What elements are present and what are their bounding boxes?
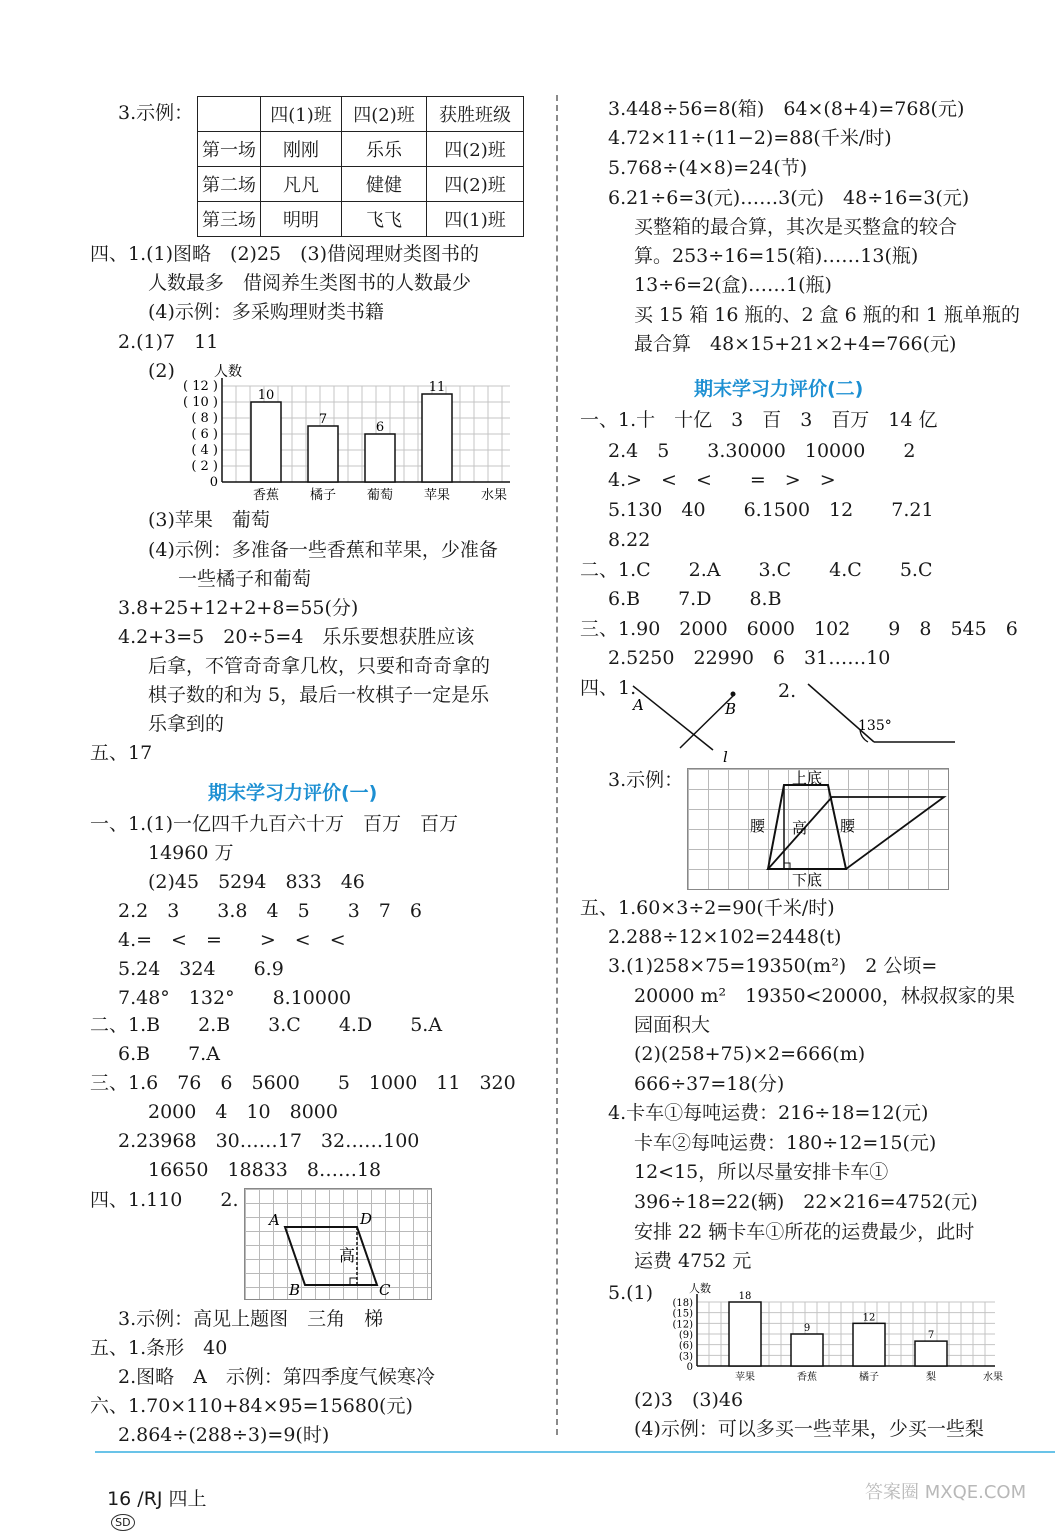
q4-prefix: 四、1. (580, 677, 637, 699)
table-cell: 四(2)班 (427, 132, 524, 167)
text-line: 安排 22 辆卡车①所花的运费最少，此时 (634, 1221, 975, 1243)
y-tick-label: ( 10 ) (183, 395, 218, 410)
bar-value-label: 7 (927, 1330, 935, 1342)
parallelogram-grid (244, 1188, 432, 1300)
table-cell: 获胜班级 (427, 97, 524, 132)
text-line: 3.8+25+12+2+8=55(分) (118, 597, 359, 619)
text-line: 7.48° 132° 8.10000 (118, 987, 352, 1009)
table-cell: 飞飞 (342, 202, 427, 237)
text-line: 4.= < = > < < (118, 929, 346, 951)
table-cell: 明明 (261, 202, 342, 237)
text-line: 棋子数的和为 5，最后一枚棋子一定是乐 (148, 684, 490, 706)
chart1-prefix: (2) (148, 360, 175, 382)
text-line: 二、1.C 2.A 3.C 4.C 5.C (580, 559, 933, 581)
text-line: (2)45 5294 833 46 (148, 871, 365, 893)
text-line: 4.72×11÷(11−2)=88(千米/时) (608, 127, 892, 149)
intersecting-lines-figure (625, 680, 745, 765)
parallelogram-shape (285, 1227, 377, 1285)
text-line: 2.864÷(288÷3)=9(时) (118, 1424, 330, 1446)
table-cell: 刚刚 (261, 132, 342, 167)
line-a (633, 686, 713, 750)
y-tick-label: (6) (678, 1340, 693, 1352)
bar (365, 434, 395, 482)
table-cell: 四(1)班 (427, 202, 524, 237)
bar (791, 1334, 823, 1366)
text-line: 16650 18833 8……18 (148, 1159, 382, 1181)
bar (251, 402, 281, 482)
angle-label: 135° (858, 718, 892, 734)
text-line: 396÷18=22(辆) 22×216=4752(元) (634, 1191, 978, 1213)
table-row (198, 202, 524, 237)
trapezoid-grid (687, 768, 949, 890)
text-line: 一、1.(1)一亿四千九百六十万 百万 百万 (90, 813, 459, 835)
text-line: 买 15 箱 16 瓶的、2 盒 6 瓶的和 1 瓶单瓶的 (634, 304, 1020, 326)
text-line: 四、1.110 2. (90, 1189, 239, 1211)
page-number: 16 /RJ 四上 (107, 1488, 207, 1510)
y-tick-label: (12) (672, 1319, 693, 1331)
table-cell: 健健 (342, 167, 427, 202)
watermark: 答案圈 MXQE.COM (865, 1482, 1027, 1503)
text-line: (2)(258+75)×2=666(m) (634, 1043, 866, 1065)
text-line: 二、1.B 2.B 3.C 4.D 5.A (90, 1014, 443, 1036)
table-cell (198, 97, 261, 132)
text-line: 运费 4752 元 (634, 1250, 752, 1272)
bar (422, 394, 452, 482)
text-line: 5.768÷(4×8)=24(节) (608, 157, 808, 179)
bar-value-label: 7 (318, 412, 328, 427)
bar (729, 1302, 761, 1366)
bar-value-label: 10 (257, 388, 275, 403)
text-line: 20000 m² 19350<20000，林叔叔家的果 (634, 985, 1015, 1007)
text-line: 最合算 48×15+21×2+4=766(元) (634, 333, 957, 355)
y-axis-label: 人数 (214, 364, 242, 380)
footer-rule (95, 1451, 1055, 1453)
right-angle-mark (350, 1278, 357, 1285)
text-line: 2.288÷12×102=2448(t) (608, 926, 842, 948)
table-row (198, 132, 524, 167)
text-line: 算。253÷16=15(箱)……13(瓶) (634, 245, 919, 267)
y-tick-label: 0 (686, 1362, 693, 1373)
text-line: 12<15，所以尽量安排卡车① (634, 1161, 889, 1183)
table-cell: 四(2)班 (342, 97, 427, 132)
table-cell: 第二场 (198, 167, 261, 202)
text-line: 五、1.条形 40 (90, 1337, 228, 1359)
text-line: 六、1.70×110+84×95=15680(元) (90, 1395, 413, 1417)
table-header-row (198, 97, 524, 132)
vertex-label-b: B (289, 1281, 301, 1299)
text-line: 5.24 324 6.9 (118, 958, 284, 980)
text-line: 2000 4 10 8000 (148, 1101, 338, 1123)
text-line: 卡车②每吨运费：180÷12=15(元) (634, 1132, 937, 1154)
point-b (731, 692, 736, 697)
text-line: 三、1.6 76 6 5600 5 1000 11 320 (90, 1072, 516, 1094)
x-tick-label: 葡萄 (366, 488, 394, 503)
x-tick-label: 橘子 (309, 488, 337, 503)
label-b: B (725, 700, 737, 718)
text-line: 一些橘子和葡萄 (178, 568, 312, 590)
y-tick-label: (9) (678, 1330, 693, 1341)
text-line: 8.22 (608, 529, 651, 551)
x-tick-label: 水果 (983, 1372, 1003, 1383)
table-row (198, 167, 524, 202)
text-line: 13÷6=2(盒)……1(瓶) (634, 274, 832, 296)
table-cell: 四(2)班 (427, 167, 524, 202)
waist-left-label: 腰 (750, 817, 766, 835)
text-line: (3)苹果 葡萄 (148, 509, 270, 531)
table-cell: 第一场 (198, 132, 261, 167)
height-label: 高 (339, 1246, 356, 1265)
text-line: (4)示例：多准备一些香蕉和苹果，少准备 (148, 539, 498, 561)
fruit-chart-1 (170, 358, 520, 508)
label-a: A (633, 696, 644, 714)
y-tick-label: ( 4 ) (191, 443, 218, 458)
text-line: 2.2 3 3.8 4 5 3 7 6 (118, 900, 422, 922)
text-line: 人数最多 借阅养生类图书的人数最少 (148, 272, 472, 294)
table-cell: 凡凡 (261, 167, 342, 202)
text-line: 五、17 (90, 742, 153, 764)
vertex-label-a: A (269, 1211, 280, 1229)
x-tick-label: 橘子 (859, 1372, 879, 1383)
height-label: 高 (792, 819, 808, 837)
x-tick-label: 苹果 (423, 488, 451, 503)
text-line: 3.448÷56=8(箱) 64×(8+4)=768(元) (608, 98, 965, 120)
bar (308, 426, 338, 482)
text-line: 6.21÷6=3(元)……3(元) 48÷16=3(元) (608, 187, 970, 209)
text-line: 6.B 7.D 8.B (608, 588, 782, 610)
text-line: 四、1.(1)图略 (2)25 (3)借阅理财类图书的 (90, 243, 480, 265)
column-divider (556, 95, 558, 1435)
text-line: 4.> < < = > > (608, 469, 836, 491)
text-line: 买整箱的最合算，其次是买整盒的较合 (634, 216, 958, 238)
text-line: 6.B 7.A (118, 1043, 220, 1065)
text-line: 五、1.60×3÷2=90(千米/时) (580, 897, 835, 919)
text-line: 后拿，不管奇奇拿几枚，只要和奇奇拿的 (148, 655, 491, 677)
text-line: 14960 万 (148, 842, 234, 864)
bar-value-label: 6 (375, 420, 385, 435)
x-tick-label: 水果 (480, 488, 508, 503)
table-cell: 第三场 (198, 202, 261, 237)
section-title-2: 期末学习力评价(二) (694, 378, 864, 400)
text-line: (4)示例：多采购理财类书籍 (148, 301, 384, 323)
bar-value-label: 12 (862, 1312, 876, 1324)
bar-value-label: 11 (428, 380, 446, 395)
text-line: 2.图略 A 示例：第四季度气候寒冷 (118, 1366, 435, 1388)
text-line: 乐拿到的 (148, 713, 225, 735)
text-line: 三、1.90 2000 6000 102 9 8 545 6 (580, 618, 1018, 640)
text-line: 2.4 5 3.30000 10000 2 (608, 440, 916, 462)
text-line: (2)3 (3)46 (634, 1389, 744, 1411)
q3-label-right: 3.示例： (608, 769, 684, 791)
y-tick-label: ( 2 ) (191, 459, 218, 474)
bar-value-label: 18 (738, 1291, 752, 1302)
x-tick-label: 梨 (926, 1372, 936, 1383)
x-tick-label: 苹果 (735, 1372, 755, 1383)
score-table (197, 96, 524, 237)
text-line: 2.5250 22990 6 31……10 (608, 647, 891, 669)
y-tick-label: ( 12 ) (183, 379, 218, 394)
text-line: 5.130 40 6.1500 12 7.21 (608, 499, 934, 521)
text-line: 园面积大 (634, 1014, 711, 1036)
y-tick-label: 0 (209, 475, 218, 490)
bar (853, 1323, 885, 1366)
y-axis-label: 人数 (689, 1282, 711, 1295)
q3-label: 3.示例： (118, 102, 194, 124)
y-tick-label: ( 6 ) (191, 427, 218, 442)
text-line: 一、1.十 十亿 3 百 3 百万 14 亿 (580, 409, 938, 431)
x-tick-label: 香蕉 (252, 488, 280, 503)
text-line: 666÷37=18(分) (634, 1073, 785, 1095)
angle-figure (800, 678, 960, 750)
parallelogram-figure (245, 1189, 431, 1299)
table-cell: 四(1)班 (261, 97, 342, 132)
y-tick-label: (18) (672, 1298, 693, 1309)
y-tick-label: (15) (672, 1308, 693, 1320)
text-line: (4)示例：可以多买一些苹果，少买一些梨 (634, 1418, 984, 1440)
vertex-label-c: C (379, 1281, 391, 1299)
top-base-label: 上底 (792, 769, 823, 787)
text-line: 4.2+3=5 20÷5=4 乐乐要想获胜应该 (118, 626, 475, 648)
table-cell: 乐乐 (342, 132, 427, 167)
bar-value-label: 9 (803, 1323, 811, 1334)
bar (915, 1341, 947, 1366)
page-footer (95, 1462, 207, 1533)
bottom-base-label: 下底 (792, 871, 823, 889)
text-line: 3.(1)258×75=19350(m²) 2 公顷= (608, 955, 938, 977)
y-tick-label: (3) (678, 1351, 693, 1363)
y-tick-label: ( 8 ) (191, 411, 218, 426)
text-line: 2.(1)7 11 (118, 331, 219, 353)
label-l: l (723, 748, 728, 766)
text-line: 3.示例：高见上题图 三角 梯 (118, 1308, 384, 1330)
text-line: 2.23968 30……17 32……100 (118, 1130, 420, 1152)
x-tick-label: 香蕉 (797, 1372, 817, 1383)
q4-2-prefix: 2. (778, 680, 797, 702)
fruit-chart-2 (655, 1280, 1003, 1384)
trapezoid-figure (688, 769, 948, 889)
waist-right-label: 腰 (840, 817, 856, 835)
chart2-prefix: 5.(1) (608, 1282, 654, 1304)
section-title-1: 期末学习力评价(一) (208, 782, 378, 804)
text-line: 4.卡车①每吨运费：216÷18=12(元) (608, 1102, 929, 1124)
vertex-label-d: D (360, 1210, 373, 1228)
sd-badge: SD (111, 1514, 134, 1531)
